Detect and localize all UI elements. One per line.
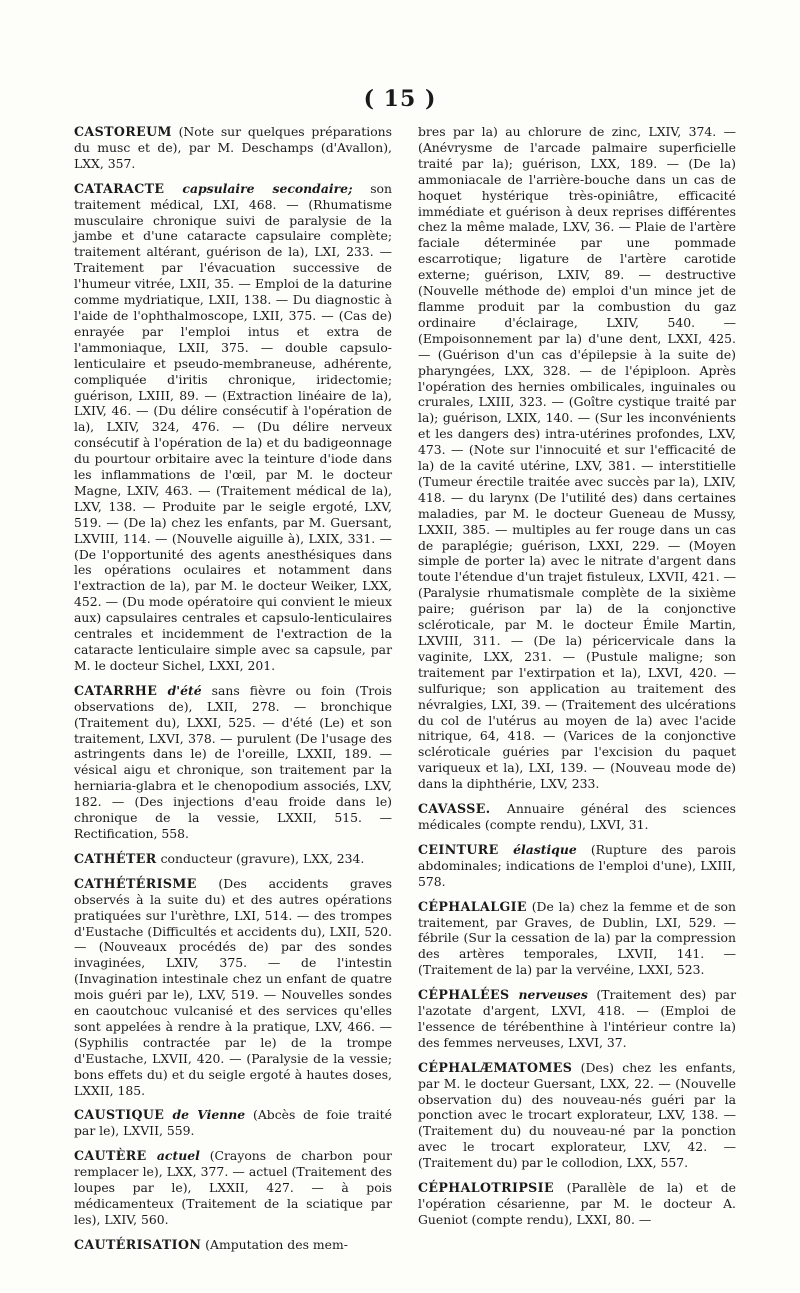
entry-text: (Amputation des mem- bbox=[201, 1236, 348, 1252]
entry-headword: CAUTÈRE bbox=[74, 1148, 147, 1164]
index-entry bbox=[74, 851, 392, 867]
entry-text: bres par la) au chlorure de zinc, LXIV, 374. — (Anévrysme de l'arcade palmaire superficielle traité par la); guérison, LXX, 189. — (De la) ammoniacale de l'arrière-bouche dans un cas de hoquet hystérique très-opiniâtre, efficacité immédiate et guérison à deux reprises différentes chez la même malade, LXV, 36. — Plaie de l'artère faciale déterminée par une pommade escarrotique; ligature de l'artère carotide externe; guérison, LXIV, 89. — destructive (Nouvelle méthode de) emploi d'un mince jet de flamme produit par la combustion du gaz ordinaire d'éclairage, LXIV, 540. — (Empoisonnement par la) d'une dent, LXXI, 425. — (Guérison d'un cas d'épilepsie à la suite de) pharyngées, LXX, 328. — de l'épiploon. Après l'opération des hernies ombilicales, inguinales ou crurales, LXIII, 323. — (Goître cystique traité par la); guérison, LXIX, 140. — (Sur les inconvénients et les dangers des) intra-utérines profondes, LXV, 473. — (Note sur l'innocuité et sur l'efficacité de la) de la cavité utérine, LXV, 381. — interstitielle (Tumeur érectile traitée avec succès par la), LXIV, 418. — du larynx (De l'utilité des) dans certaines maladies, par M. le docteur Gueneau de Mussy, LXXII, 385. — multiples au fer rouge dans un cas de paraplégie; guérison, LXXI, 229. — (Moyen simple de porter la) avec le nitrate d'argent dans toute l'étendue d'un trajet fistuleux, LXVII, 421. — (Paralysie rhumatismale complète de la sixième paire; guérison par la) de la conjonctive scléroticale, par M. le docteur Émile Martin, LXVIII, 311. — (De la) péricervicale dans la vaginite, LXX, 231. — (Pustule maligne; son traitement par l'extirpation et la), LXVI, 420. — sulfurique; son application au traitement des névralgies, LXI, 39. — (Traitement des ulcérations du col de l'utérus au moyen de la) avec l'acide nitrique, 64, 418. — (Varices de la conjonctive scléroticale guéries par l'excision du paquet variqueux et la), LXI, 139. — (Nouveau mode de) dans la diphthérie, LXV, 233. bbox=[418, 124, 736, 792]
entry-text: (Note sur quelques préparations du musc et de), par M. Deschamps (d'Avallon), LXX, 357. bbox=[74, 124, 392, 171]
left-column bbox=[74, 124, 392, 1262]
entry-headword: CAUSTIQUE bbox=[74, 1107, 165, 1123]
entry-headword: CASTOREUM bbox=[74, 124, 172, 139]
entry-headword: CEINTURE bbox=[418, 841, 499, 857]
entry-headword: CAUTÉRISATION bbox=[74, 1236, 202, 1252]
entry-text: (Des) chez les enfants, par M. le docteur Guersant, LXX, 22. — (Nouvelle observation du) des nouveau-nés guéri par la ponction avec le trocart explorateur, LXV, 138. — (Traitement du) du nouveau-né par la ponction avec le trocart explorateur, LXV, 42. — (Traitement du) par le collodion, LXX, 557. bbox=[418, 1059, 736, 1171]
entry-text: Annuaire général des sciences médicales (compte rendu), LXVI, 31. bbox=[418, 801, 736, 832]
index-entry bbox=[418, 801, 736, 833]
index-entry bbox=[74, 683, 392, 842]
entry-headword: CATHÉTÉRISME bbox=[74, 875, 197, 891]
index-entry bbox=[74, 1148, 392, 1228]
index-entry bbox=[418, 899, 736, 979]
index-entry bbox=[418, 987, 736, 1051]
entry-headword: CÉPHALOTRIPSIE bbox=[418, 1180, 554, 1196]
entry-headword: CATARRHE bbox=[74, 682, 158, 698]
entry-subtitle: actuel bbox=[146, 1148, 200, 1164]
page-number: ( 15 ) bbox=[363, 86, 437, 112]
entry-text: (Parallèle de la) et de l'opération césarienne, par M. le docteur A. Gueniot (compte rendu), LXXI, 80. — bbox=[418, 1180, 736, 1227]
index-entry bbox=[418, 1060, 736, 1171]
entry-text: (Abcès de foie traité par le), LXVII, 559. bbox=[74, 1107, 392, 1139]
entry-headword: CÉPHALÉES bbox=[418, 987, 510, 1003]
index-entry bbox=[74, 1237, 392, 1253]
entry-text: (Crayons de charbon pour remplacer le), LXX, 377. — actuel (Traitement des loupes par le), LXXII, 427. — à pois médicamenteux (Traitement de la sciatique par les), LXIV, 560. bbox=[74, 1148, 392, 1227]
entry-subtitle: de Vienne bbox=[164, 1107, 246, 1123]
index-entry bbox=[74, 1107, 392, 1139]
entry-text: (De la) chez la femme et de son traitement, par Graves, de Dublin, LXI, 529. — fébrile (Sur la cessation de la) par la compression des artères temporales, LXVII, 141. — (Traitement de la) par la vervéine, LXXI, 523. bbox=[418, 898, 736, 978]
entry-headword: CATHÉTER bbox=[74, 850, 157, 866]
entry-headword: CÉPHALALGIE bbox=[418, 898, 527, 914]
entry-text: (Traitement des) par l'azotate d'argent, LXVI, 418. — (Emploi de l'essence de térébenthine à l'intérieur contre la) des femmes nerveuses, LXVI, 37. bbox=[418, 987, 736, 1050]
entry-headword: CÉPHALÆMATOMES bbox=[418, 1059, 573, 1075]
entry-text: sans fièvre ou foin (Trois observations de), LXII, 278. — bronchique (Traitement du), LXXI, 525. — d'été (Le) et son traitement, LXVI, 378. — purulent (De l'usage des astringents dans le) de l'oreille, LXXII, 189. — vésical aigu et chronique, son traitement par la herniaria-glabra et le chenopodium associés, LXV, 182. — (Des injections d'eau froide dans le) chronique de la vessie, LXXII, 515. — Rectification, 558. bbox=[74, 682, 392, 841]
entry-subtitle: nerveuses bbox=[509, 987, 588, 1003]
entry-text: (Des accidents graves observés à la suite du) et des autres opérations pratiquées sur l'urèthre, LXI, 514. — des trompes d'Eustache (Difficultés et accidents du), LXII, 520. — (Nouveaux procédés de) par des sondes invaginées, LXIV, 375. — de l'intestin (Invagination intestinale chez un enfant de quatre mois guéri par le), LXV, 519. — Nouvelles sondes en caoutchouc vulcanisé et des services qu'elles sont appelées à rendre à la pratique, LXV, 466. — (Syphilis contractée par le) de la trompe d'Eustache, LXVII, 420. — (Paralysie de la vessie; bons effets du) et du seigle ergoté à hautes doses, LXXII, 185. bbox=[74, 875, 392, 1098]
entry-headword: CATARACTE bbox=[74, 180, 165, 196]
entry-subtitle: d'été bbox=[157, 682, 202, 698]
entry-subtitle: élastique bbox=[498, 841, 577, 857]
entry-text: (Rupture des parois abdominales; indications de l'emploi d'une), LXIII, 578. bbox=[418, 841, 736, 889]
index-entry bbox=[418, 842, 736, 890]
index-entry bbox=[418, 1180, 736, 1228]
index-entry bbox=[74, 181, 392, 674]
entry-text: son traitement médical, LXI, 468. — (Rhumatisme musculaire chronique suivi de paralysie de la jambe et d'une cataracte capsulaire complète; traitement altérant, guérison de la), LXI, 233. — Traitement par l'évacuation successive de l'humeur vitrée, LXII, 35. — Emploi de la daturine comme mydriatique, LXII, 138. — Du diagnostic à l'aide de l'ophthalmoscope, LXII, 375. — (Cas de) enrayée par l'emploi intus et extra de l'ammoniaque, LXII, 375. — double capsulo-lenticulaire et pseudo-membraneuse, adhérente, compliquée d'iritis chronique, iridectomie; guérison, LXIII, 89. — (Extraction linéaire de la), LXIV, 46. — (Du délire consécutif à l'opération de la), LXIV, 324, 476. — (Du délire nerveux consécutif à l'opération de la) et du badigeonnage du pourtour orbitaire avec la teinture d'iode dans les inflammations de l'œil, par M. le docteur Magne, LXIV, 463. — (Traitement médical de la), LXV, 138. — Produite par le seigle ergoté, LXV, 519. — (De la) chez les enfants, par M. Guersant, LXVIII, 114. — (Nouvelle aiguille à), LXIX, 331. — (De l'opportunité des agents anesthésiques dans les opérations oculaires et notamment dans l'extraction de la), par M. le docteur Weiker, LXX, 452. — (Du mode opératoire qui convient le mieux aux) capsulaires centrales et capsulo-lenticulaires centrales et incidemment de l'extraction de la cataracte lenticulaire simple avec sa capsule, par M. le docteur Sichel, LXXI, 201. bbox=[74, 180, 392, 673]
right-column bbox=[418, 124, 736, 1237]
index-entry bbox=[74, 124, 392, 172]
index-entry bbox=[418, 124, 736, 792]
index-entry bbox=[74, 876, 392, 1099]
entry-subtitle: capsulaire secondaire; bbox=[164, 180, 353, 196]
entry-headword: CAVASSE. bbox=[418, 801, 491, 817]
entry-text: conducteur (gravure), LXX, 234. bbox=[156, 850, 365, 866]
